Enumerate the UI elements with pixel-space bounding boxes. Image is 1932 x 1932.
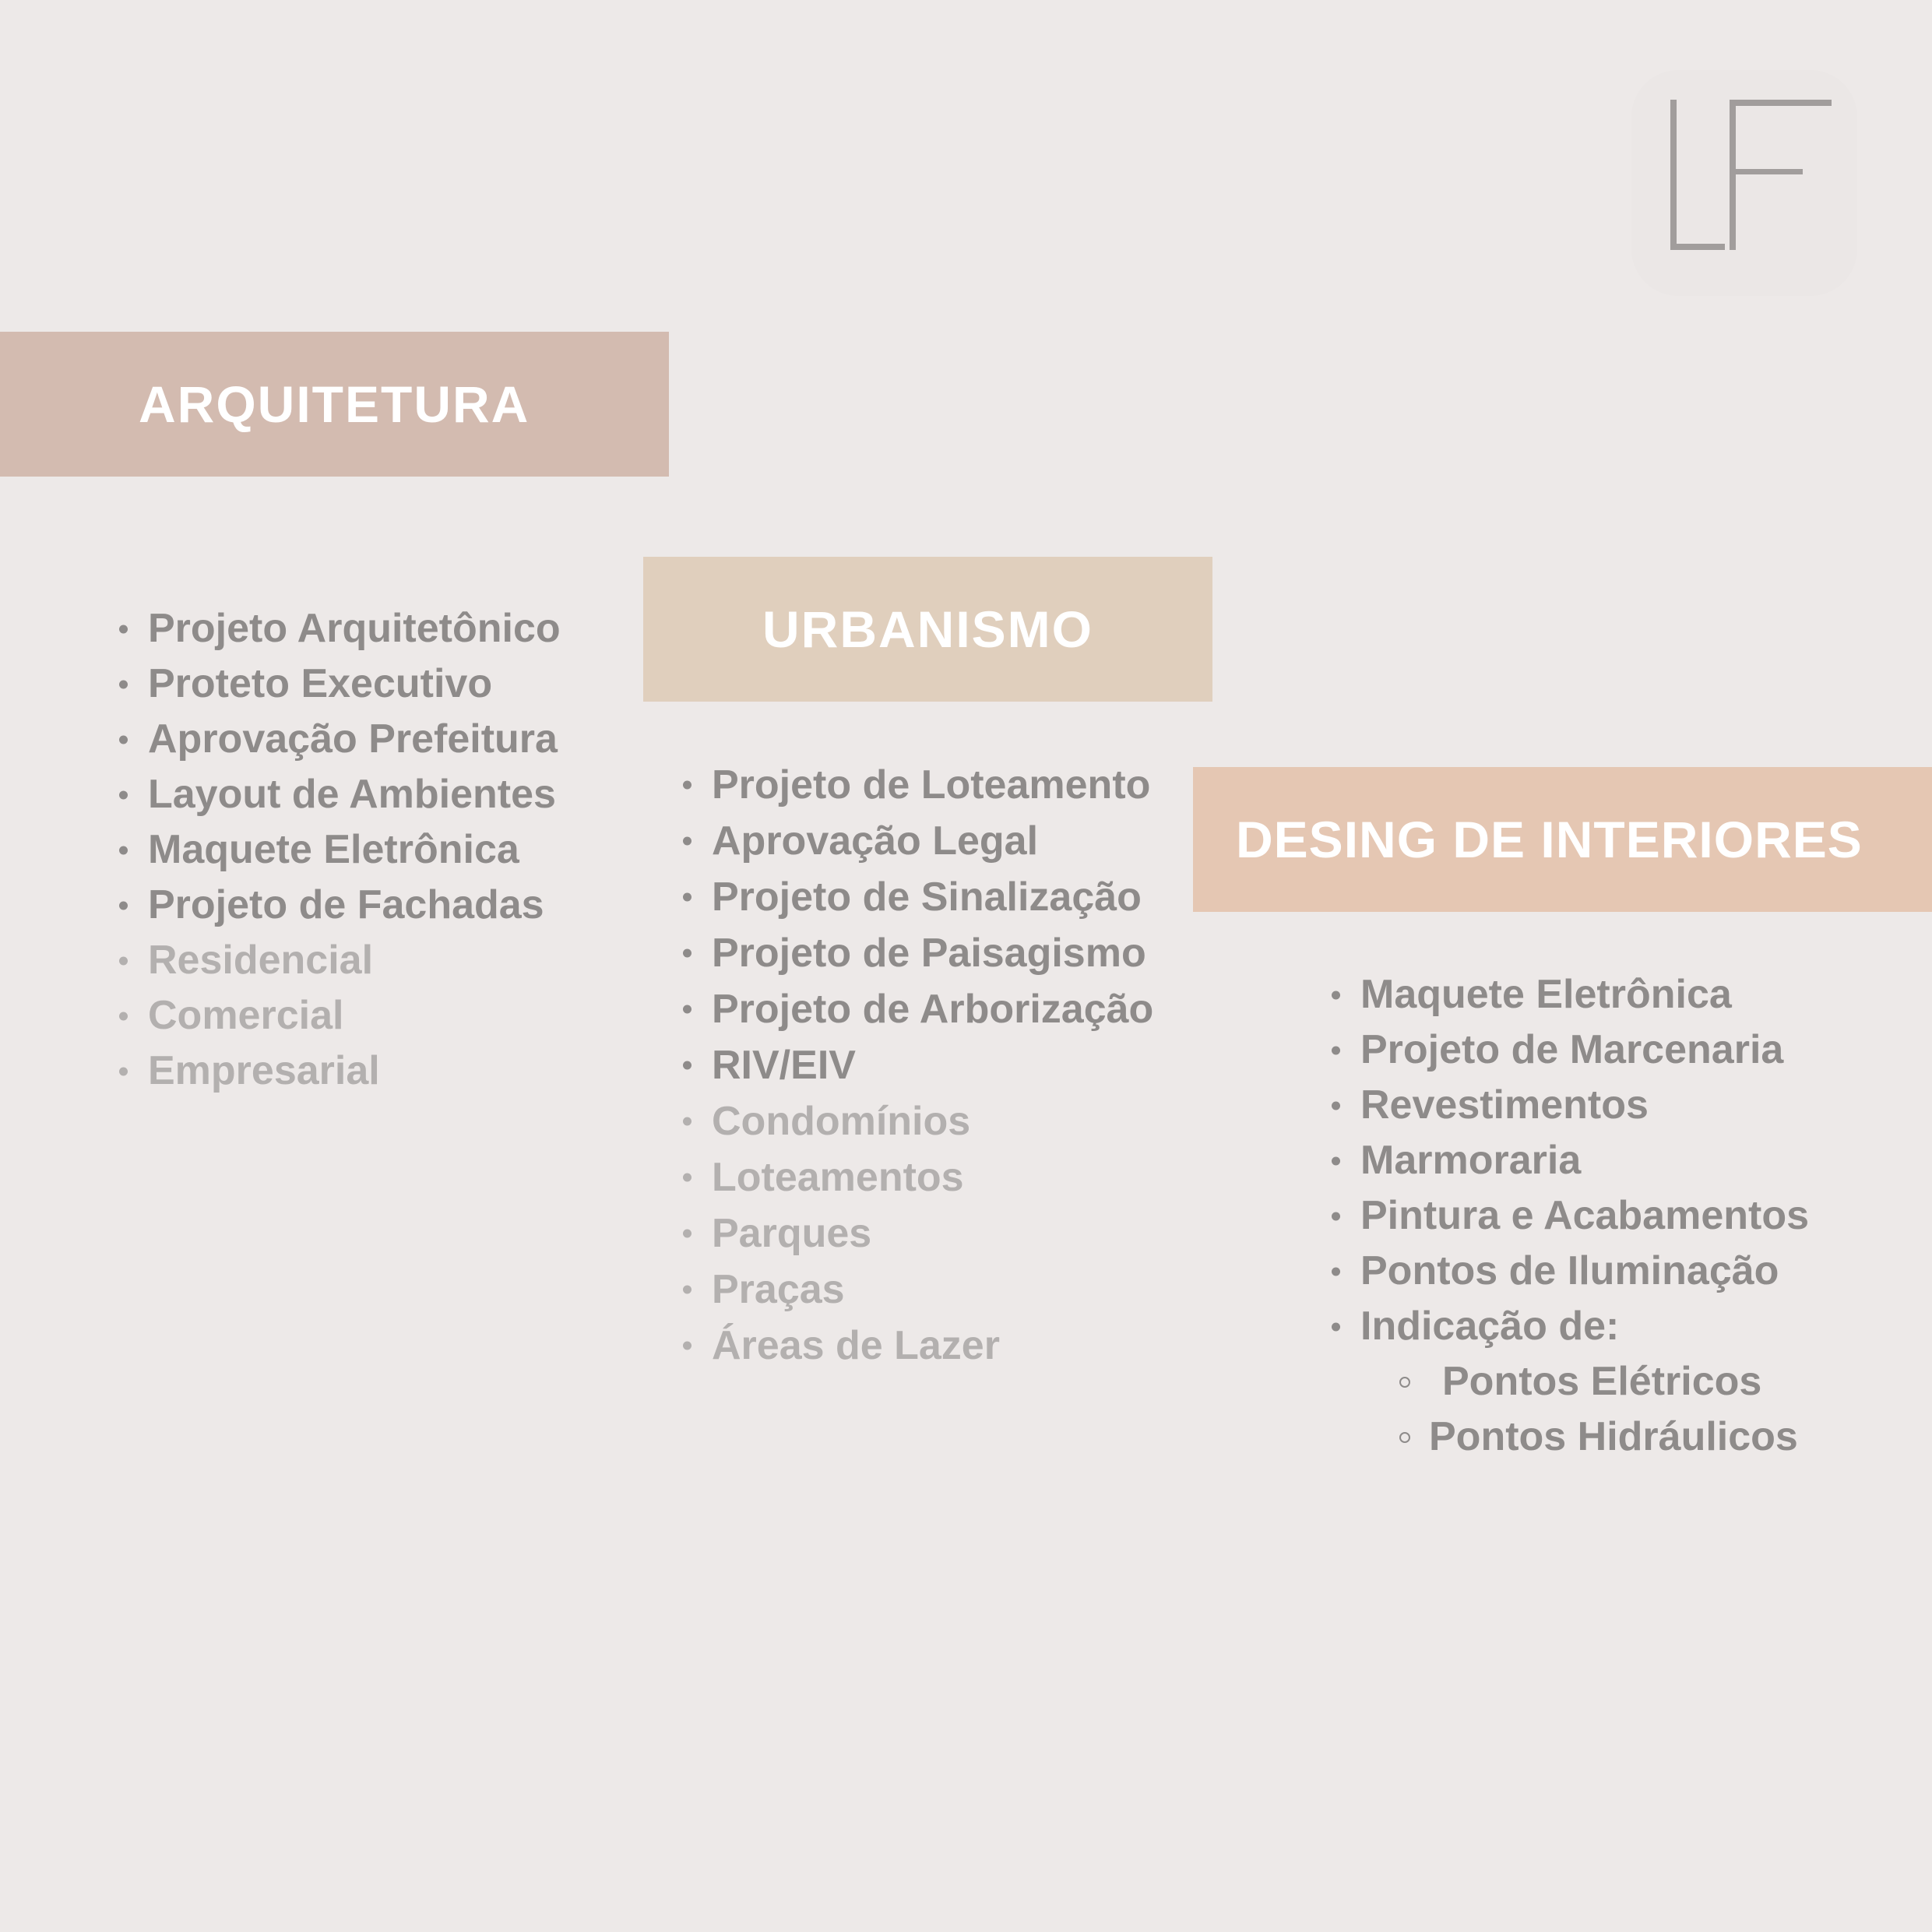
list-item: Residencial (148, 933, 561, 988)
list-item: Empresarial (148, 1043, 561, 1099)
list-item: Proteto Executivo (148, 656, 561, 712)
interiores-title: DESING DE INTERIORES (1236, 811, 1863, 868)
list-item: Indicação de: (1360, 1299, 1809, 1354)
list-item: Marmoraria (1360, 1133, 1809, 1188)
lf-logo (1631, 70, 1857, 296)
list-item: Projeto de Paisagismo (712, 925, 1153, 981)
list-item: Revestimentos (1360, 1078, 1809, 1133)
list-item: RIV/EIV (712, 1037, 1153, 1093)
sub-list-item: Pontos Elétricos (1429, 1354, 1798, 1409)
arquitetura-banner (0, 332, 669, 477)
arquitetura-title: ARQUITETURA (139, 375, 530, 433)
list-item: Pontos de Iluminação (1360, 1244, 1809, 1299)
list-item: Projeto de Arborização (712, 981, 1153, 1037)
list-item: Maquete Eletrônica (1360, 967, 1809, 1022)
list-item: Praças (712, 1262, 1153, 1318)
arquitetura-list (148, 601, 561, 1099)
lf-monogram-icon (1631, 70, 1857, 296)
interiores-banner (1193, 767, 1932, 912)
list-item: Comercial (148, 988, 561, 1043)
list-item: Maquete Eletrônica (148, 822, 561, 878)
list-item: Projeto de Fachadas (148, 878, 561, 933)
list-item: Projeto Arquitetônico (148, 601, 561, 656)
urbanismo-list (712, 757, 1153, 1374)
list-item: Áreas de Lazer (712, 1318, 1153, 1374)
list-item: Projeto de Sinalização (712, 869, 1153, 925)
interiores-list (1360, 967, 1809, 1354)
list-item: Layout de Ambientes (148, 767, 561, 822)
list-item: Condomínios (712, 1093, 1153, 1149)
sub-list-item: Pontos Hidráulicos (1429, 1409, 1798, 1465)
list-item: Loteamentos (712, 1149, 1153, 1205)
list-item: Parques (712, 1205, 1153, 1262)
list-item: Aprovação Legal (712, 813, 1153, 869)
list-item: Pintura e Acabamentos (1360, 1188, 1809, 1244)
urbanismo-banner (643, 557, 1212, 702)
list-item: Aprovação Prefeitura (148, 712, 561, 767)
interiores-sublist (1429, 1354, 1798, 1465)
urbanismo-title: URBANISMO (762, 600, 1093, 658)
list-item: Projeto de Loteamento (712, 757, 1153, 813)
list-item: Projeto de Marcenaria (1360, 1022, 1809, 1078)
